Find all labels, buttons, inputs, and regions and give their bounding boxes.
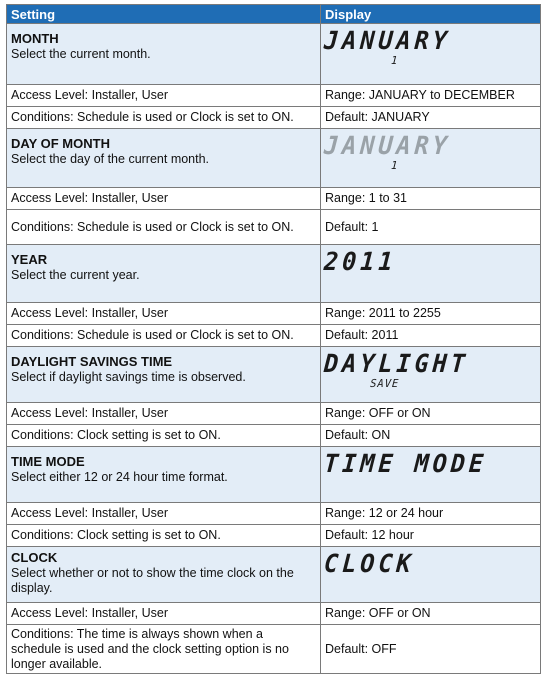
setting-name: TIME MODE [11, 454, 85, 469]
table-row [7, 525, 541, 547]
display-column-header: Display [321, 5, 541, 24]
default-cell: Default: 2011 [321, 325, 541, 347]
setting-name: MONTH [11, 31, 59, 46]
default-cell: Default: 12 hour [321, 525, 541, 547]
setting-cell [7, 129, 321, 188]
setting-cell [7, 547, 321, 603]
table-row [7, 325, 541, 347]
setting-description: Select either 12 or 24 hour time format. [11, 470, 228, 484]
lcd-main-text: DAYLIGHT [323, 349, 470, 378]
default-cell: Default: ON [321, 425, 541, 447]
lcd-main-text: TIME MODE [323, 449, 488, 478]
conditions-cell: Conditions: Clock setting is set to ON. [7, 525, 321, 547]
table-row [7, 603, 541, 625]
default-cell: Default: JANUARY [321, 107, 541, 129]
range-cell: Range: 12 or 24 hour [321, 503, 541, 525]
lcd-sub-text: 1 [390, 54, 399, 67]
settings-table [6, 4, 541, 674]
conditions-cell: Conditions: Schedule is used or Clock is set to ON. [7, 325, 321, 347]
lcd-display-cell [321, 347, 541, 403]
conditions-cell: Conditions: Clock setting is set to ON. [7, 425, 321, 447]
table-row [7, 503, 541, 525]
range-cell: Range: JANUARY to DECEMBER [321, 85, 541, 107]
default-cell: Default: 1 [321, 210, 541, 245]
table-row [7, 625, 541, 674]
table-row [7, 107, 541, 129]
setting-row-day-of-month [7, 129, 541, 188]
access-level-cell: Access Level: Installer, User [7, 403, 321, 425]
conditions-cell: Conditions: The time is always shown when a schedule is used and the clock setting option is no longer available. [7, 625, 321, 674]
range-cell: Range: OFF or ON [321, 603, 541, 625]
range-cell: Range: OFF or ON [321, 403, 541, 425]
table-row [7, 210, 541, 245]
setting-description: Select the day of the current month. [11, 152, 210, 166]
setting-cell [7, 245, 321, 303]
lcd-display-cell [321, 547, 541, 603]
lcd-main-text: JANUARY [323, 26, 452, 55]
lcd-main-text: 2011 [323, 247, 398, 276]
setting-description: Select the current year. [11, 268, 140, 282]
setting-description: Select the current month. [11, 47, 151, 61]
conditions-cell: Conditions: Schedule is used or Clock is set to ON. [7, 107, 321, 129]
lcd-display-cell [321, 447, 541, 503]
setting-row-year [7, 245, 541, 303]
lcd-display-cell [321, 24, 541, 85]
setting-name: CLOCK [11, 550, 58, 565]
setting-column-header: Setting [7, 5, 321, 24]
setting-name: YEAR [11, 252, 48, 267]
setting-description: Select whether or not to show the time clock on the display. [11, 566, 294, 595]
table-row [7, 303, 541, 325]
setting-row-clock [7, 547, 541, 603]
setting-cell [7, 24, 321, 85]
table-header-row [7, 5, 541, 24]
access-level-cell: Access Level: Installer, User [7, 603, 321, 625]
lcd-sub-text: SAVE [369, 377, 400, 390]
access-level-cell: Access Level: Installer, User [7, 303, 321, 325]
table-row [7, 85, 541, 107]
conditions-cell: Conditions: Schedule is used or Clock is set to ON. [7, 210, 321, 245]
lcd-display-cell [321, 245, 541, 303]
lcd-display-cell [321, 129, 541, 188]
lcd-main-text: CLOCK [323, 549, 416, 578]
setting-cell [7, 347, 321, 403]
setting-row-daylight-savings-time [7, 347, 541, 403]
lcd-main-text: JANUARY [323, 131, 452, 160]
table-row [7, 188, 541, 210]
default-cell: Default: OFF [321, 625, 541, 674]
setting-description: Select if daylight savings time is observed. [11, 370, 246, 384]
lcd-sub-text: 1 [390, 159, 399, 172]
range-cell: Range: 1 to 31 [321, 188, 541, 210]
table-row [7, 403, 541, 425]
table-row [7, 425, 541, 447]
access-level-cell: Access Level: Installer, User [7, 85, 321, 107]
access-level-cell: Access Level: Installer, User [7, 503, 321, 525]
setting-row-time-mode [7, 447, 541, 503]
setting-name: DAYLIGHT SAVINGS TIME [11, 354, 173, 369]
setting-row-month [7, 24, 541, 85]
setting-cell [7, 447, 321, 503]
range-cell: Range: 2011 to 2255 [321, 303, 541, 325]
setting-name: DAY OF MONTH [11, 136, 110, 151]
access-level-cell: Access Level: Installer, User [7, 188, 321, 210]
